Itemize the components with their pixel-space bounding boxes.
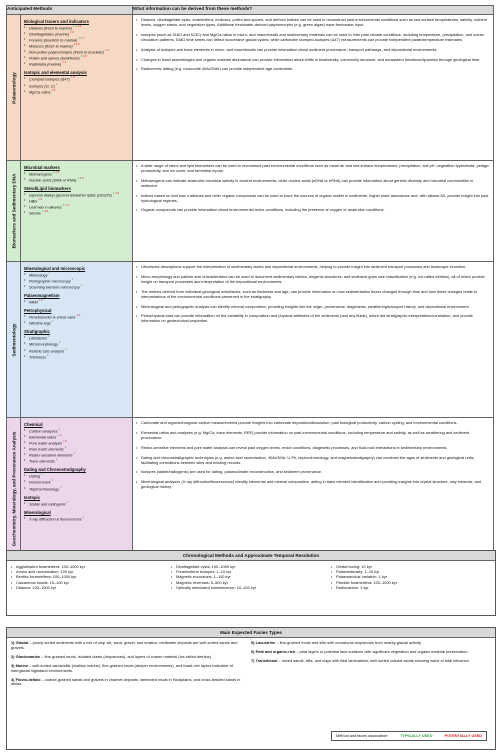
method-group-title: Stratigraphic: [24, 329, 50, 335]
typical-marker: 1: [55, 458, 58, 462]
facies-number: 6): [251, 648, 255, 654]
method-item: [24, 210, 129, 216]
chronology-item: • Palaeointensity: 1–10 kyr: [331, 569, 491, 574]
method-item-label: HBIs: [29, 199, 38, 204]
chronology-item: • Planktic foraminifera: 100–1000 kyr: [331, 580, 491, 585]
typical-marker: 1: [55, 82, 58, 86]
facies-description: – fine-grained muds, isolated clasts (dropstones), and layers of coarse material (ice-rafted detritus).: [40, 653, 213, 659]
potential-marker: 1 6: [70, 31, 74, 35]
facies-left-column: [11, 641, 251, 691]
description-bullet: • Petrophysical data can provide information on the variability in composition and physical attributes of the sediments (and any fluids), which aid stratigraphic interpretation/correlation, and provide information on geotechnical properties.: [136, 314, 490, 324]
chronology-item: • Radiocarbon: 1 kyr: [331, 585, 491, 590]
method-group: [24, 19, 129, 67]
facies-number: 7): [251, 657, 255, 663]
category-cell: [7, 161, 21, 262]
method-item-label: Dinoflagellates (marine): [29, 32, 70, 37]
facies-name-text: Lacustrine: [255, 640, 276, 645]
typical-marker: 1: [48, 335, 50, 339]
method-group-title: Isotopic: [24, 494, 41, 500]
typical-marker: 1: [38, 299, 41, 303]
method-group-title: Petrophysical: [24, 308, 52, 314]
potential-marker: 3 6: [115, 192, 119, 196]
method-item-label: Foramis (brackish to marine): [29, 38, 78, 43]
chronology-item: • Palaeosecular variation: 1 kyr: [331, 574, 491, 579]
method-item: [24, 299, 129, 305]
method-item: [24, 516, 129, 522]
method-item-label: Leaf wax n-alkanes: [29, 205, 62, 210]
typical-marker: 1: [82, 515, 85, 519]
facies-name-text: Peat and organic-rich: [255, 648, 296, 654]
method-item-label: Pollen and spores (land/fresh): [29, 56, 80, 61]
chronology-item: • Diatoms: 100–1000 kyr: [11, 585, 171, 590]
potential-marker: 1 3: [38, 198, 42, 202]
methods-cell: [21, 161, 133, 262]
method-group-title: Mineralogical and microscopic: [24, 266, 86, 271]
method-group-title: Microbial markers: [24, 165, 60, 170]
method-item-label: Penetrometer & shear vane: [29, 315, 76, 320]
chronology-column: [331, 564, 491, 590]
description-bullet: • A wide range of sterol and lipid biomarkers can be used to reconstruct past environmental conditions such as mean air and sea surface temperatures, precipitation, soil pH, vegetation types/traits, pelagic productivity, sea ice cover, and terrestrial inputs.: [136, 164, 490, 174]
method-item: [24, 177, 129, 183]
facies-box: [6, 627, 496, 750]
method-item-label: Lithofacies: [29, 336, 48, 341]
description-bullet: • Mineralogical analyses (X-ray diffraction/fluorescence) identify elemental and mineral composition, aiding in trace element identification and providing insights into crystal structure, clay minerals, and geological history.: [136, 480, 490, 490]
typical-marker: 1: [59, 341, 61, 345]
method-item-label: Clumped isotopes (Δ47): [29, 77, 70, 82]
typical-marker: 1: [58, 428, 60, 431]
method-item-label: Scanning electron microscopy: [29, 285, 80, 290]
category-label: Biomarkers and Sedimentary DNA: [11, 173, 16, 249]
section-row: [7, 15, 494, 161]
typical-marker: 1: [77, 177, 79, 181]
method-item-label: Sterols: [29, 211, 41, 216]
method-group: [24, 266, 129, 290]
facies-name-text: Marine: [15, 662, 29, 668]
method-item-label: Redox-sensitive elements: [29, 453, 73, 458]
typical-marker: 1: [60, 485, 62, 489]
facies-item: [251, 659, 485, 664]
chronology-item: • Orbital tuning: 10 kyr: [331, 564, 491, 569]
method-item-label: Diatoms (fresh to marine): [29, 26, 72, 31]
typical-marker: 1 3: [78, 37, 82, 41]
description-bullet: • Micro-morphology and particle size characteristics can be used to document sedimentary fabrics, biogenic structures, and sediment grain size classification (e.g. ice-rafted detritus), all of which provide insight on transport processes and interpretation of the depositional environments.: [136, 275, 490, 285]
method-item-label: Isotopes (O, C): [29, 83, 55, 88]
potential-marker: 1 6: [76, 314, 81, 318]
method-group-title: Biological tracers and indicators: [24, 19, 89, 24]
typical-marker: 1: [53, 171, 55, 174]
typical-marker: 1: [51, 479, 53, 483]
facies-item: [11, 664, 245, 674]
description-bullet: • Isotopes (such as δ18O and δ13C) and Mg/Ca ratios in micro- and macrofossils and sedimentary materials can be used to infer past climate conditions, including temperature, precipitation, and ocean circulation patterns. δ18O time series can detect successive glacial cycles, while carbonate clumped-isotopes (Δ47) measurements can provide independent palaeotemperature estimates.: [136, 33, 490, 43]
method-item-label: Dating: [29, 474, 40, 479]
facies-description: – fine-grained muds and silts with occasional dropstones from nearby glacial activity.: [275, 640, 422, 645]
method-item-label: Mg/Ca ratios: [29, 89, 51, 94]
methods-table: [6, 5, 494, 560]
method-item: [24, 320, 129, 326]
method-item-label: Non-pollen palynomorphs (fresh to brackish): [29, 50, 104, 55]
method-item-label: Methanogens: [29, 172, 53, 177]
method-group-title: Mineralogical: [24, 509, 51, 515]
chronology-item: • Benthic foraminifera: 100–1000 kyr: [11, 574, 171, 579]
potential-marker: 3: [59, 434, 62, 438]
chronology-item: • Amino acid racemisation: 100 kyr: [11, 569, 171, 574]
facies-name-text: Glacial: [15, 640, 29, 645]
header-information: What information can be derived from these methods?: [133, 6, 494, 15]
method-group-title: Isotopic and elemental analysis: [24, 70, 87, 76]
category-label: Palaeontology: [11, 71, 16, 104]
method-item-label: NRM: [29, 300, 38, 305]
method-item-label: Micromorphology: [29, 342, 59, 347]
method-group-title: Dating and Chronostratigraphy: [24, 467, 86, 473]
method-group: [24, 510, 129, 522]
method-group: [24, 165, 129, 183]
section-row: [7, 418, 494, 560]
method-item-label: X-ray diffraction & fluorescence: [29, 516, 82, 521]
potential-marker: 7: [82, 37, 85, 41]
potential-marker: 3 6: [79, 177, 84, 181]
chronology-title: Chronological Methods and Approximate Temporal Resolution: [7, 551, 495, 561]
legend-typical: TYPICALLY USED: [400, 734, 433, 738]
method-item-label: Glycerol dialkyl glycerol tetraether lipids (GDGTs): [29, 193, 112, 198]
description-bullet: • Lithofacies descriptions support the interpretation of sedimentary facies and depositional environments, helping to provide insight into sediment transport processes and landscape evolution.: [136, 265, 490, 270]
method-group: [24, 70, 129, 94]
method-item: [24, 89, 129, 95]
chronology-item: • Calcareous fossils: 10–100 kyr: [11, 580, 171, 585]
method-group: [24, 308, 129, 326]
section-row: [7, 262, 494, 418]
facies-name-text: Glaciomarine: [15, 653, 41, 659]
description-cell: [133, 161, 494, 262]
potential-marker: 2 6: [77, 25, 82, 28]
facies-description: – coarse-grained sands and gravels in channel deposits, laminated muds in floodplains, and cross-bedded sands in deltas.: [11, 676, 241, 687]
typical-marker: 1: [112, 192, 115, 196]
chronology-item: • Agglutinated foraminifera: 100–1000 kyr: [11, 564, 171, 569]
method-item: [24, 354, 129, 360]
method-group: [24, 186, 129, 216]
description-bullet: • Radiometric dating (e.g. muscovite 40Ar/39Ar) can provide independent age constraints.: [136, 67, 490, 72]
methods-cell: [21, 262, 133, 418]
method-item-label: Radiolaria (marine): [29, 62, 62, 67]
description-bullet: • Carbonate and organic/inorganic carbon measurements provide insights into carbonate deposition/dissolution, past biological productivity, carbon cycling, and environmental conditions.: [136, 421, 490, 426]
description-bullet: • Isotopes (stable/radiogenic) are used for dating, palaeoclimate reconstruction, and sediment provenance.: [136, 470, 490, 475]
description-bullet: • Diatoms, dinoflagellate cysts, foraminifera, molluscs, pollen and spores, and derived indices can be used to reconstruct past environmental conditions such as sea surface temperatures, salinity, nutrient levels, oxygen stress, and vegetation types. Additional freshwater-derived palynomorphs (e.g. green algae) trace freshwater input.: [136, 18, 490, 28]
potential-marker: 7 6: [65, 204, 69, 208]
facies-number: 1): [11, 640, 15, 645]
typical-marker: 1: [64, 446, 67, 450]
facies-name: [251, 640, 275, 645]
typical-marker: 1: [71, 278, 74, 282]
description-bullet: • Dating and chronostratigraphic techniques (e.g. amino acid racemisation, 40Ar/39Ar, U-Pb, tephrochronology, and magnetostratigraphy) can constrain the ages of sediments and geological units, facilitating correlations between sites and existing records.: [136, 456, 490, 466]
category-cell: [7, 15, 21, 161]
typical-marker: 1 4: [72, 25, 77, 28]
typical-marker: 1: [104, 49, 107, 53]
method-group: [24, 495, 129, 507]
typical-marker: 1: [51, 320, 54, 324]
method-item-label: Nucleic acids (DNA or RNA): [29, 178, 77, 183]
facies-name: [11, 654, 40, 659]
legend-label: Method and facies association:: [336, 734, 389, 738]
method-item-label: Elemental ratios: [29, 435, 57, 440]
description-bullet: • Mineralogical and petrographic analysis can identify mineral composition, providing insights into the origin, provenance, diagenesis, weathering/transport history, and depositional environment.: [136, 305, 490, 310]
chronology-column: [11, 564, 171, 590]
description-bullet: • Analysis of isotopes and trace elements in micro- and macrofossils can provide information about sediment provenance, transport pathways, and depositional environments.: [136, 48, 490, 53]
chronology-column: [171, 564, 331, 590]
method-item-label: Mineralogy: [29, 273, 48, 278]
potential-marker: 2 3: [55, 171, 60, 174]
description-bullet: • Redox-sensitive elements and pore water analysis can reveal past oxygen levels, redox conditions, diagenetic processes, and fluid-rock interactions in sedimentary environments.: [136, 446, 490, 451]
category-label: Geochemistry, Mineralogy, and Provenance Analysis: [11, 431, 16, 546]
typical-marker: 1: [47, 353, 49, 357]
chronology-item: • Magnetic excursions: 1–100 kyr: [171, 574, 331, 579]
potential-marker: 6: [73, 76, 75, 80]
facies-description: – well-sorted sands/silts (shallow marine), fine-grained muds (deeper environments), and fossil-rich layers indicative of interglacial highstand environments.: [11, 662, 233, 673]
method-item-label: Tephrochronology: [29, 486, 60, 491]
typical-marker: 1: [66, 500, 69, 504]
method-item-label: Rare Earth elements: [29, 447, 64, 452]
chronology-grid: [7, 561, 495, 593]
typical-marker: 1: [70, 76, 73, 80]
facies-name-text: Fluvio-deltaic: [15, 676, 41, 682]
method-item-label: Stable and radiogenic: [29, 501, 66, 506]
method-group: [24, 467, 129, 491]
chronology-item: • Foraminiferal isotopes: 1–10 kyr: [171, 569, 331, 574]
typical-marker: 1: [57, 434, 59, 438]
category-cell: [7, 418, 21, 560]
potential-marker: 6: [41, 299, 43, 303]
chronology-item: • Optically stimulated luminescence: 10–100 kyr: [171, 585, 331, 590]
chronology-box: [6, 550, 496, 616]
description-cell: [133, 418, 494, 560]
potential-marker: 1 3: [62, 61, 66, 65]
typical-marker: 1: [41, 210, 44, 214]
typical-marker: 1: [48, 272, 51, 275]
method-group-title: Sterol/Lipid biomarkers: [24, 186, 71, 192]
description-bullet: • Changes in fossil assemblages and organic material abundance can provide information about shifts in biodiversity, community structure, and ecosystem functions/dynamics through geological time.: [136, 58, 490, 63]
method-item-label: Thickness: [29, 354, 47, 359]
method-item-label: Wireline logs: [29, 321, 51, 326]
typical-marker: 4: [62, 204, 65, 208]
facies-item: [11, 678, 245, 688]
facies-name: [251, 658, 277, 663]
facies-number: 5): [251, 640, 255, 645]
description-bullet: • Indices based on leaf wax n-alkanes and other organic compounds can be used to trace the sources of organic matter in sediments, higher plant abundance and, with alkane-δD, provide insight into past hydrological regimes.: [136, 194, 490, 204]
potential-marker: 1 6: [51, 88, 56, 92]
potential-marker: 6 6: [83, 55, 87, 59]
facies-number: 2): [11, 653, 15, 659]
method-group-title: Palaeomagnetism: [24, 293, 60, 299]
method-item-label: Fission-track: [29, 480, 51, 485]
method-group: [24, 422, 129, 464]
methods-cell: [21, 418, 133, 560]
facies-name: [251, 649, 295, 654]
method-item: [24, 501, 129, 507]
method-item: [24, 486, 129, 492]
typical-marker: 1: [73, 452, 75, 456]
description-cell: [133, 262, 494, 418]
facies-item: [251, 650, 485, 655]
legend-potential: POTENTIALLY USED: [444, 734, 482, 738]
typical-marker: 1: [40, 473, 43, 477]
method-item-label: Carbon analyses: [29, 429, 58, 434]
chronology-item: • Magnetic reversals: 5–500 kyr: [171, 580, 331, 585]
facies-item: [11, 655, 245, 660]
facies-title: Main Expected Facies Types: [7, 628, 495, 638]
legend: [331, 731, 487, 741]
potential-marker: 6: [107, 49, 109, 53]
description-cell: [133, 15, 494, 161]
method-item: [24, 61, 129, 67]
facies-item: [251, 641, 485, 646]
description-bullet: • Elemental ratios and analyses (e.g. Mg/Ca, trace elements, REE) provide information on past environmental conditions, including temperature and salinity, as well as weathering and sediment provenance.: [136, 431, 490, 441]
method-item-label: Petrographic microscopy: [29, 279, 71, 284]
facies-description: – mixed sands, silts, and clays with tidal laminations; well-sorted coastal sands showing wave or tidal influence.: [277, 657, 470, 663]
method-item-label: Pore water analysis: [29, 441, 63, 446]
section-row: [7, 161, 494, 262]
method-group: [24, 293, 129, 305]
potential-marker: 1 4 6: [73, 43, 80, 47]
description-bullet: • Organic compounds can provide information about environmental redox conditions, including the presence of oxygen or anaerobic conditions.: [136, 208, 490, 213]
facies-item: [11, 641, 245, 651]
category-cell: [7, 262, 21, 418]
facies-name-text: Transitional: [255, 657, 278, 663]
table-header: [7, 6, 494, 15]
method-item-label: Molluscs (fresh to marine): [29, 44, 73, 49]
facies-number: 4): [11, 676, 15, 682]
method-group: [24, 329, 129, 359]
facies-number: 3): [11, 662, 15, 668]
header-methods: Anticipated Methods: [7, 6, 133, 15]
method-item: [24, 284, 129, 290]
facies-description: – poorly sorted sediments with a mix of clay, silt, sand, gravel, and erratics; meltwater deposits are well-sorted sands and gravels.: [11, 640, 238, 650]
description-bullet: • Methanogens can indicate anaerobic microbial activity in ancient environments, while nucleic acids (eDNA or eRNA) can provide information about genetic diversity and microbial communities in sediment.: [136, 179, 490, 189]
facies-description: – peat layers or potential land surfaces with significant vegetation and organic material preservation.: [295, 648, 469, 654]
description-bullet: • The metrics derived from individual geological units/facies, such as thickness and age, can provide information on how sedimentation fluxes changed through time and how these changes relate to interpretations of the environmental conditions preserved in the stratigraphy.: [136, 290, 490, 300]
potential-marker: 3 6: [44, 210, 48, 214]
typical-marker: 1: [65, 347, 67, 351]
category-label: Sedimentology: [11, 323, 16, 356]
potential-marker: 1 6: [63, 440, 67, 444]
typical-marker: 4: [80, 55, 83, 59]
methods-cell: [21, 15, 133, 161]
method-group-title: Chemical: [24, 422, 43, 427]
method-item: [24, 458, 129, 464]
facies-right-column: [251, 641, 491, 691]
chronology-item: • Dinoflagellate cysts: 100–1000 kyr: [171, 564, 331, 569]
typical-marker: 1: [80, 284, 83, 288]
method-item-label: Particle size analysis: [29, 348, 65, 353]
method-item-label: Trace elements: [29, 459, 55, 464]
facies-grid: [7, 638, 495, 694]
